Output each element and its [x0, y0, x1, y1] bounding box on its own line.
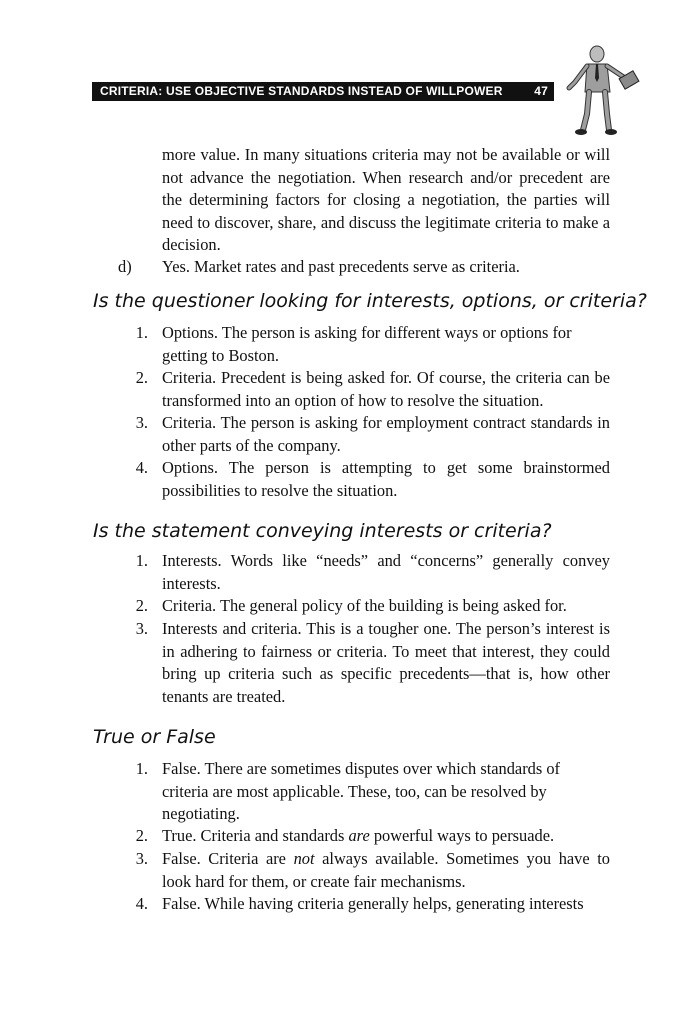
intro-paragraph: more value. In many situations criteria may not be available or will not advance the negotiation. When research and/or precedent are the determining factors for closing a negotiation, the parties will need to discover, share, and discuss the legitimate criteria to make a decision. [162, 145, 610, 255]
running-header-title: CRITERIA: USE OBJECTIVE STANDARDS INSTEAD OF WILLPOWER [100, 84, 503, 98]
list-item-text: Interests and criteria. This is a tougher one. The person’s interest is in adhering to fairness or criteria. To meet that interest, they could bring up criteria such as specific precedents—that is, how other tenants are treated. [162, 619, 610, 706]
list-number: 4. [135, 894, 148, 913]
list-item-text: Options. The person is asking for different ways or options for getting to Boston. [162, 323, 572, 365]
emphasis: not [293, 849, 315, 868]
list-item-text: Interests. Words like “needs” and “concerns” generally convey interests. [162, 551, 610, 593]
list-number: 2. [135, 368, 148, 387]
list-number: 3. [135, 413, 148, 432]
list-item-text: False. While having criteria generally helps, generating interests [162, 894, 584, 913]
businessman-with-briefcase-illustration [563, 44, 643, 136]
list-number: 4. [135, 458, 148, 477]
list-number: 1. [135, 323, 148, 342]
list-number: 1. [135, 551, 148, 570]
list-item-text: False. Criteria are not always available. Sometimes you have to look hard for them, or create fair mechanisms. [162, 849, 610, 891]
section-heading: True or False [93, 726, 216, 748]
list-item-text: False. There are sometimes disputes over which standards of criteria are most applicable. These, too, can be resolved by negotiating. [162, 759, 560, 824]
list-item-text: Criteria. The person is asking for employment contract standards in other parts of the company. [162, 413, 610, 455]
list-marker: d) [118, 257, 132, 276]
running-header [92, 82, 554, 101]
list-number: 1. [135, 759, 148, 778]
section-heading: Is the statement conveying interests or criteria? [93, 520, 552, 542]
list-number: 2. [135, 826, 148, 845]
list-number: 2. [135, 596, 148, 615]
list-item-text: Yes. Market rates and past precedents serve as criteria. [162, 257, 520, 276]
list-number: 3. [135, 849, 148, 868]
list-item-text: True. Criteria and standards are powerful ways to persuade. [162, 826, 555, 845]
page-number: 47 [534, 84, 548, 98]
list-number: 3. [135, 619, 148, 638]
list-item-text: Options. The person is attempting to get some brainstormed possibilities to resolve the situation. [162, 458, 610, 500]
section-heading: Is the questioner looking for interests, options, or criteria? [93, 290, 647, 312]
list-item-text: Criteria. The general policy of the building is being asked for. [162, 596, 567, 615]
emphasis: are [348, 826, 370, 845]
list-item-text: Criteria. Precedent is being asked for. Of course, the criteria can be transformed into an option of how to resolve the situation. [162, 368, 610, 410]
